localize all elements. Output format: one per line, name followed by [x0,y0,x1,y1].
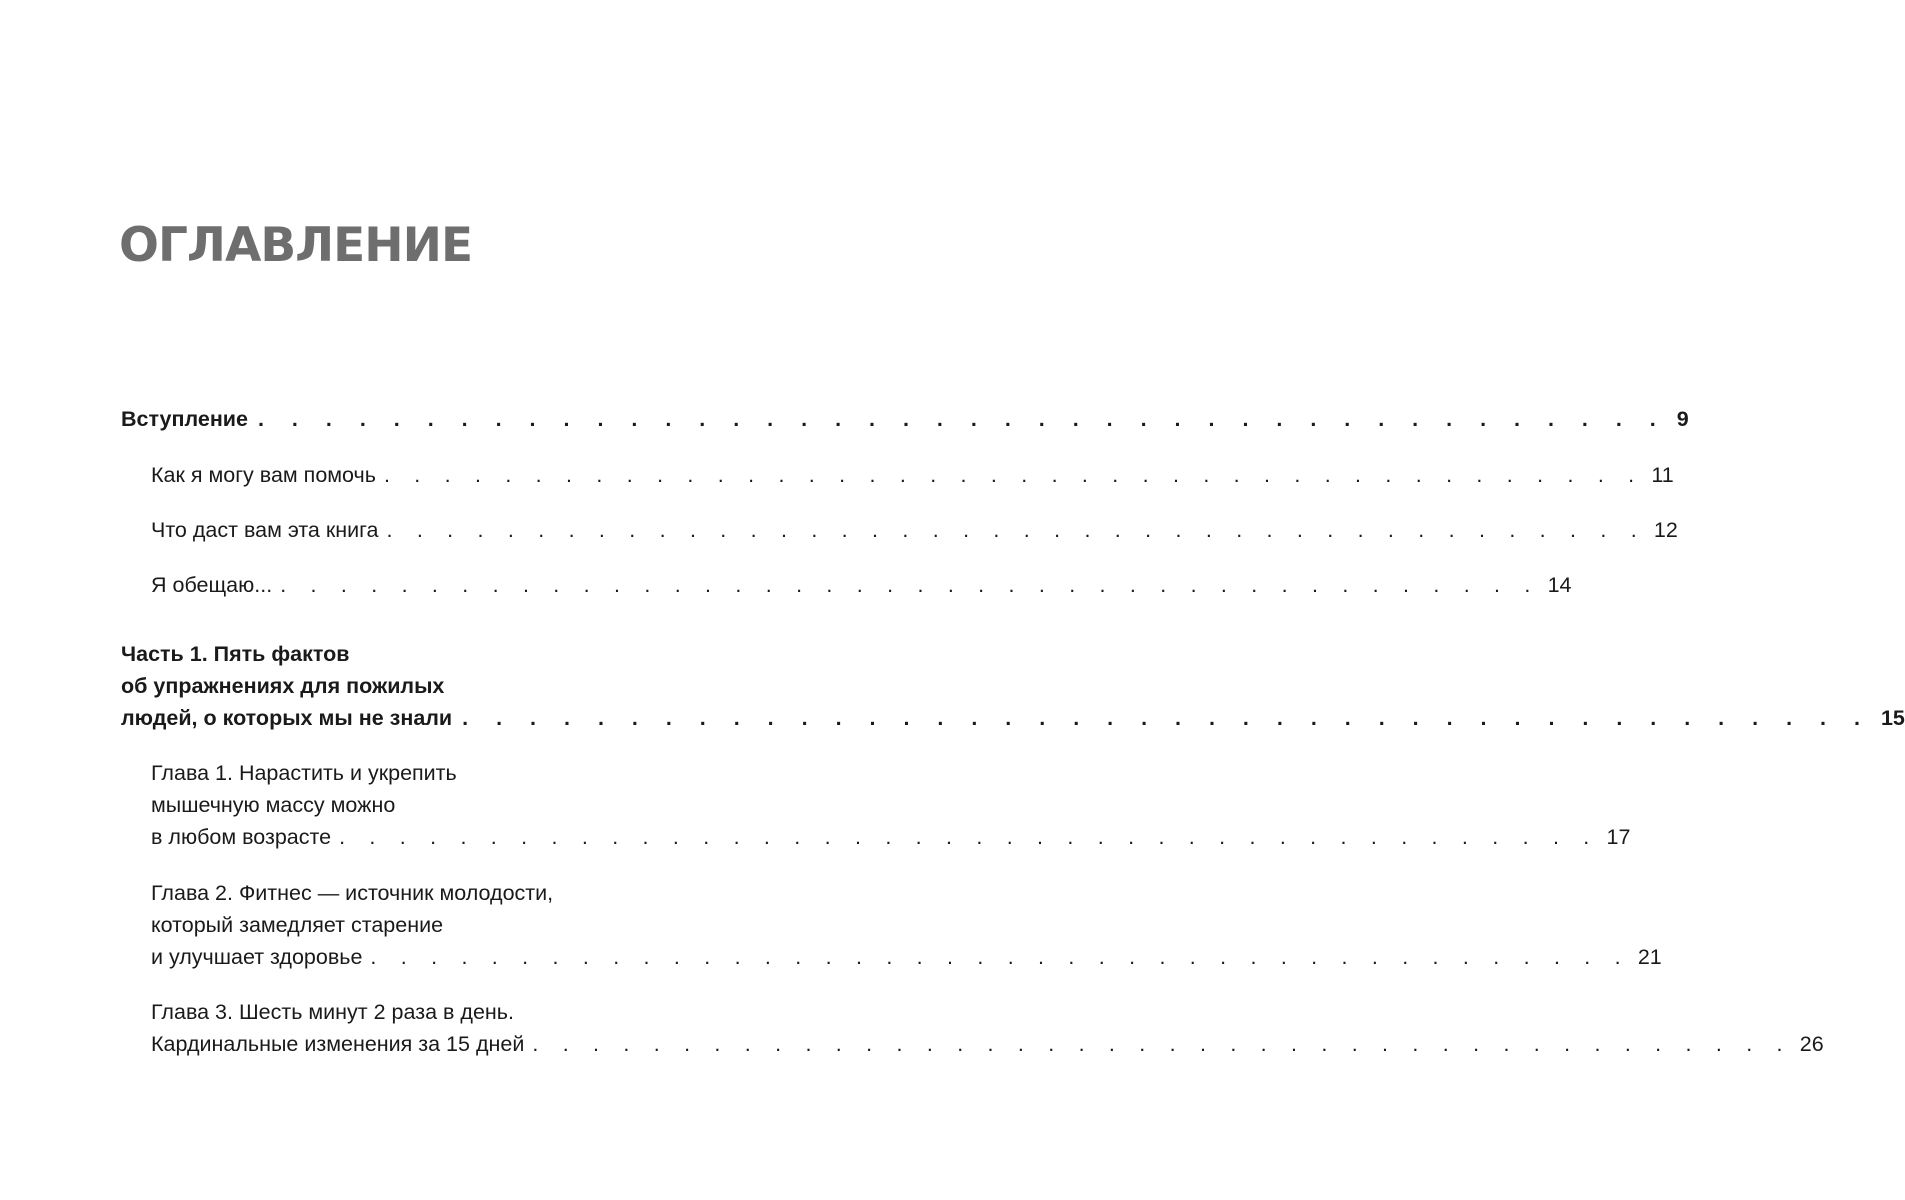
toc-entry-title: Вступление [121,407,248,431]
toc-entry-line [151,569,1572,601]
dot-leader: . . . . . . . . . . . . . . . . . . . . . . . . . . . . . . . . . . . . . . . . . . [257,407,1667,431]
dot-leader: . . . . . . . . . . . . . . . . . . . . . . . . . . . . . . . . . . . . . . . . . . [339,825,1599,849]
dot-leader: . . . . . . . . . . . . . . . . . . . . . . . . . . . . . . . . . . . . . . . . . . [532,1032,1792,1056]
toc-entry-line [151,821,1631,853]
toc-entry-title-line: Глава 2. Фитнес — источник молодости, [151,881,554,905]
toc-entry-line [151,1028,1824,1060]
toc-entry-title: людей, о которых мы не знали [121,706,453,730]
toc-entry-line [121,403,1689,435]
toc-entry-i-promise[interactable] [151,569,1572,601]
toc-page-number: 12 [1653,518,1678,542]
toc-entry-title: Кардинальные изменения за 15 дней [151,1032,525,1056]
toc-entry-how-i-can-help[interactable] [151,459,1674,491]
toc-entry-title: в любом возрасте [151,825,332,849]
toc-entry-title-line: Глава 1. Нарастить и укрепить [151,761,457,785]
toc-page-number: 11 [1651,463,1674,487]
dot-leader: . . . . . . . . . . . . . . . . . . . . . . . . . . . . . . . . . . . . . . . . . . [462,706,1871,730]
toc-entry-title-line: Глава 3. Шесть минут 2 раза в день. [151,1000,514,1024]
toc-entry-introduction[interactable] [121,403,1689,435]
toc-entry-chapter-3[interactable] [151,996,1824,1060]
toc-page-number: 14 [1547,573,1572,597]
toc-entry-title-line: мышечную массу можно [151,793,396,817]
toc-entry-line [151,941,1662,973]
toc-entry-line [151,459,1674,491]
toc-page-number: 21 [1637,945,1662,969]
toc-entry-chapter-1[interactable] [151,757,1631,853]
toc-entry-chapter-2[interactable] [151,877,1662,973]
toc-page-number: 26 [1799,1032,1824,1056]
toc-page-number: 17 [1606,825,1631,849]
dot-leader: . . . . . . . . . . . . . . . . . . . . . . . . . . . . . . . . . . . . . . . . . . [386,518,1646,542]
dot-leader: . . . . . . . . . . . . . . . . . . . . . . . . . . . . . . . . . . . . . . . . . . [370,945,1630,969]
toc-entry-title-line: об упражнениях для пожилых [121,674,445,698]
toc-entry-title: Что даст вам эта книга [151,518,379,542]
toc-entry-line [121,702,1905,734]
toc-entry-what-book-gives[interactable] [151,514,1678,546]
toc-entry-line [151,514,1678,546]
toc-entry-title: и улучшает здоровье [151,945,363,969]
toc-page-number: 9 [1676,407,1689,431]
toc-entry-title-line: который замедляет старение [151,913,444,937]
toc-heading: ОГЛАВЛЕНИЕ [119,218,473,273]
toc-entry-title: Я обещаю... [151,573,273,597]
toc-entry-part-1[interactable] [121,638,1905,734]
toc-entry-title-line: Часть 1. Пять фактов [121,642,350,666]
dot-leader: . . . . . . . . . . . . . . . . . . . . . . . . . . . . . . . . . . . . . . . . . . [383,463,1644,487]
toc-page-number: 15 [1880,706,1905,730]
toc-entry-title: Как я могу вам помочь [151,463,376,487]
dot-leader: . . . . . . . . . . . . . . . . . . . . . . . . . . . . . . . . . . . . . . . . . . [280,573,1540,597]
